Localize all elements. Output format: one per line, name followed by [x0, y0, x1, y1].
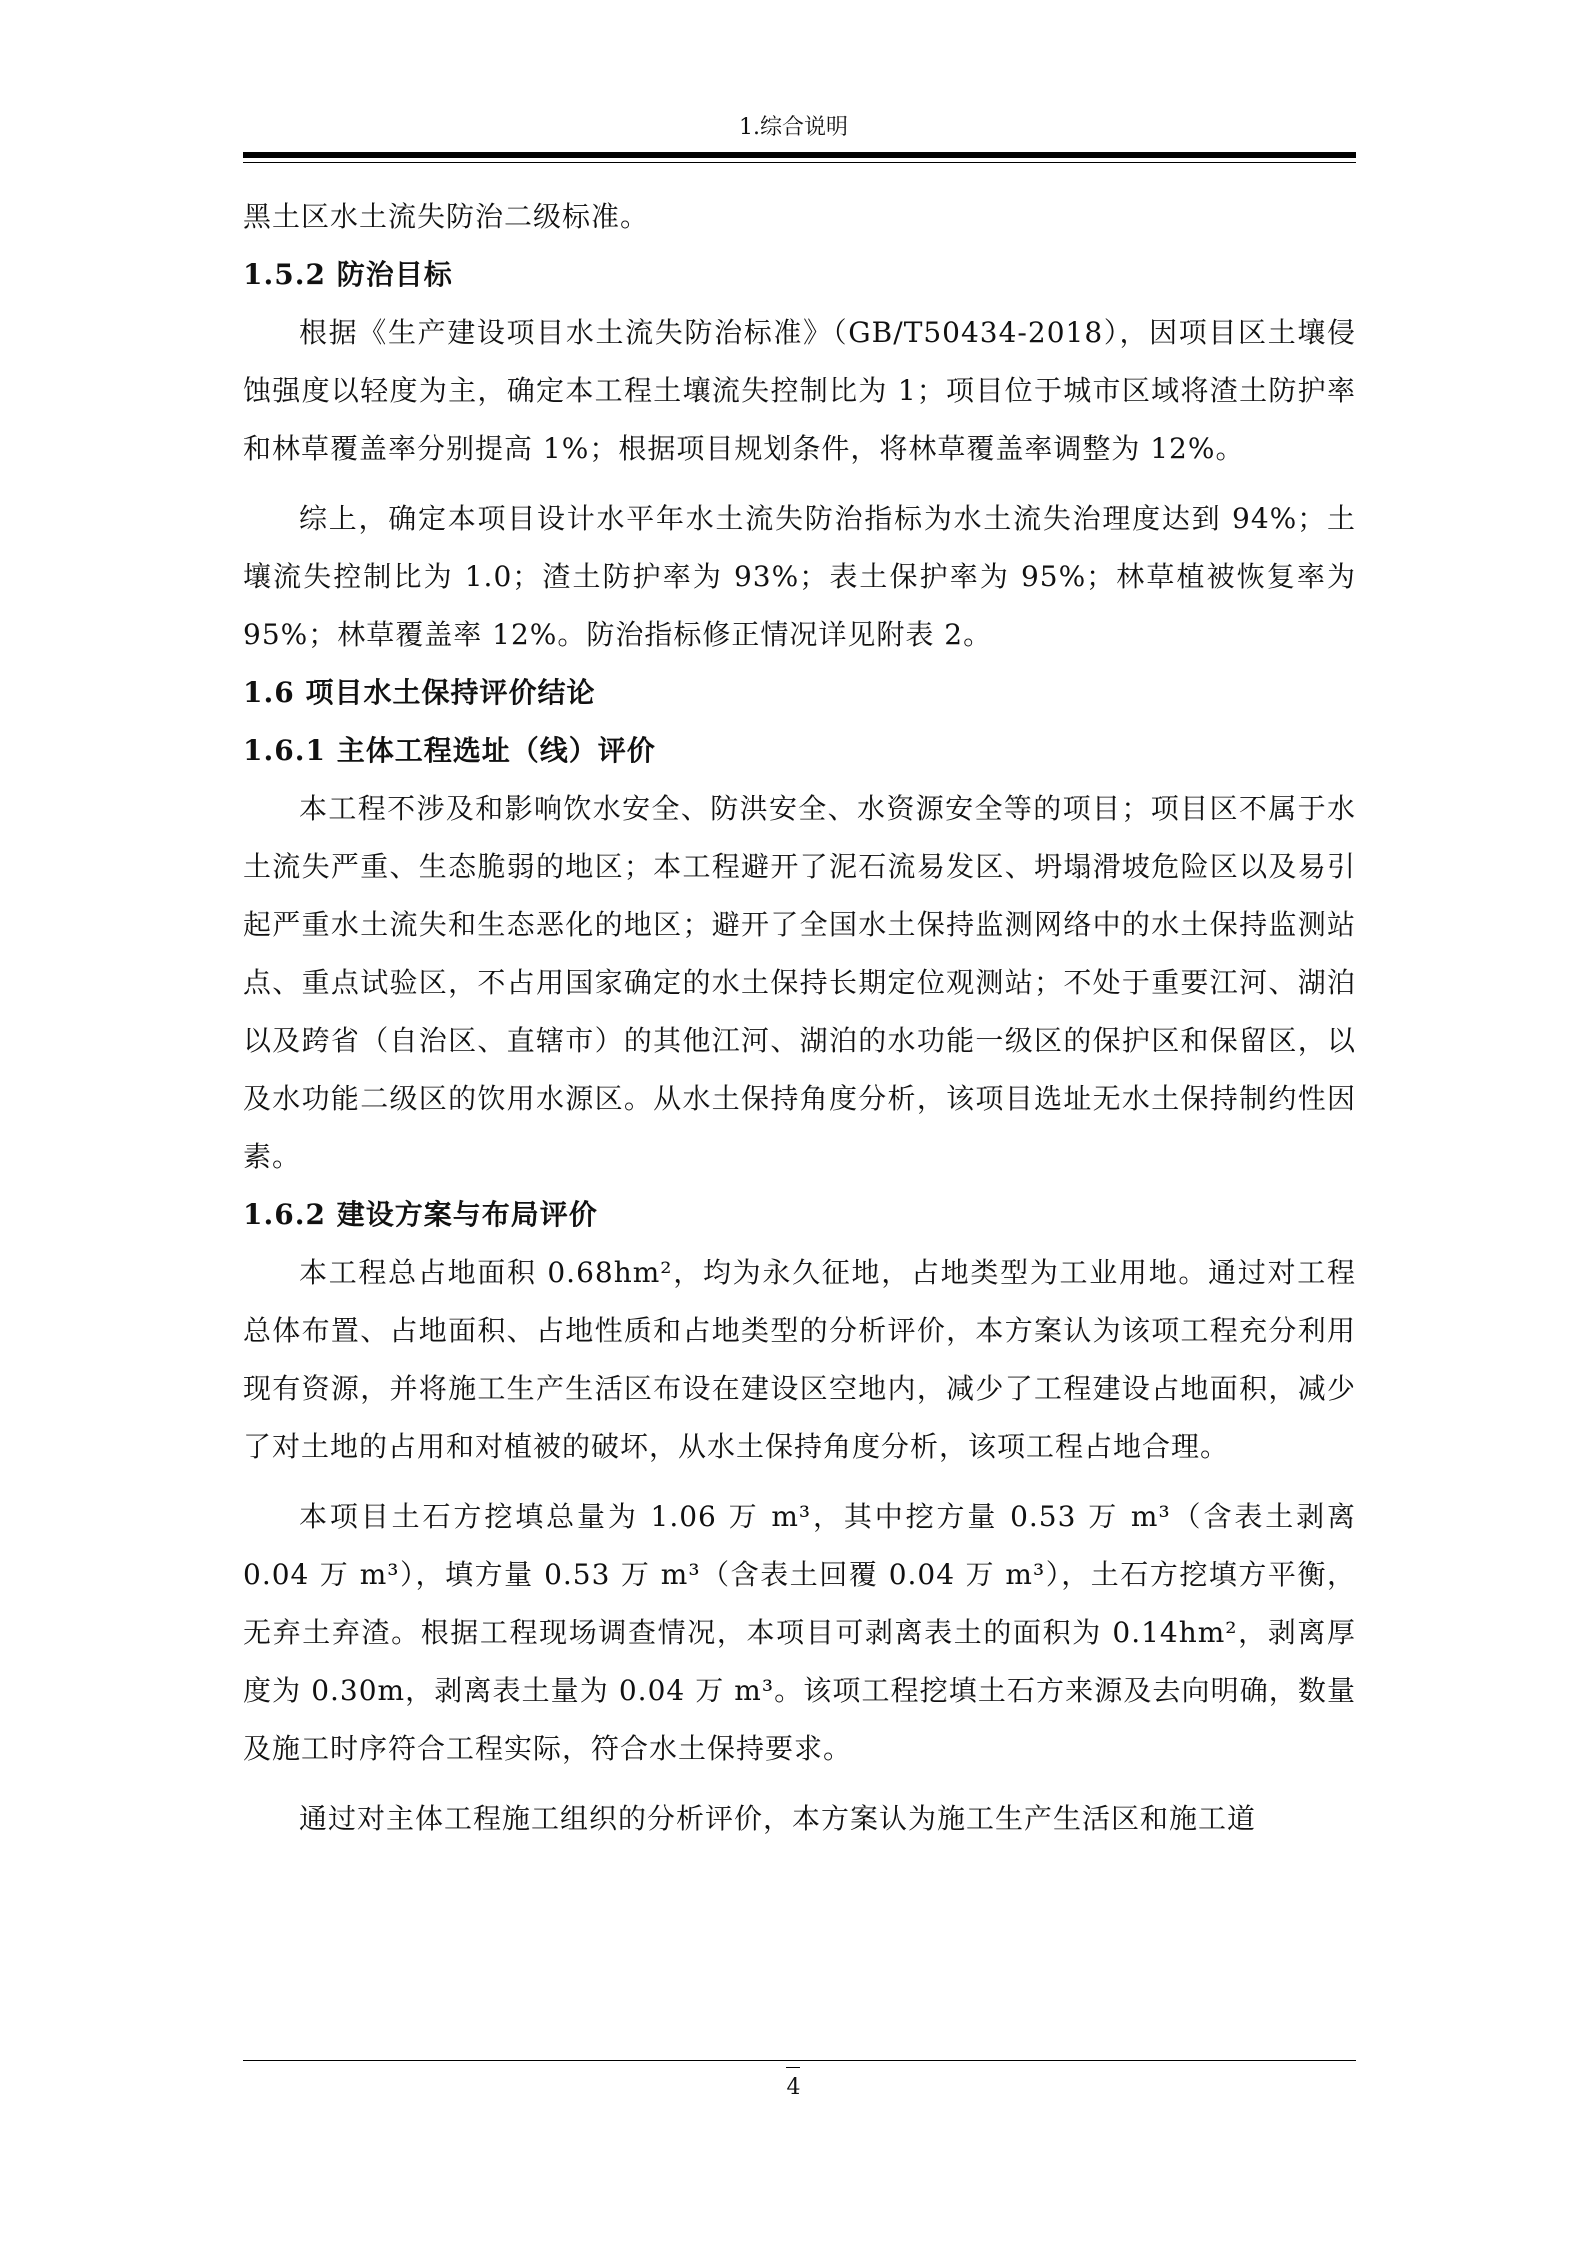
- paragraph: 根据《生产建设项目水土流失防治标准》（GB/T50434-2018），因项目区土壤侵蚀强度以轻度为主，确定本工程土壤流失控制比为 1；项目位于城市区域将渣土防护率和林草覆盖率分别提高 1%；根据项目规划条件，将林草覆盖率调整为 12%。: [243, 316, 1356, 465]
- section-heading: 1.6.1 主体工程选址（线）评价: [243, 734, 656, 767]
- header-rule-thick: [243, 152, 1356, 158]
- section-heading: 1.5.2 防治目标: [243, 258, 453, 291]
- footer-rule: [243, 2060, 1356, 2061]
- paragraph: 综上，确定本项目设计水平年水土流失防治指标为水土流失治理度达到 94%；土壤流失控制比为 1.0；渣土防护率为 93%；表土保护率为 95%；林草植被恢复率为 95%；林草覆盖率 12%。防治指标修正情况详见附表 2。: [243, 502, 1356, 651]
- page-number: 4: [786, 2075, 801, 2100]
- paragraph: 本项目土石方挖填总量为 1.06 万 m³，其中挖方量 0.53 万 m³（含表土剥离 0.04 万 m³），填方量 0.53 万 m³（含表土回覆 0.04 万 m³），土石方挖填方平衡，无弃土弃渣。根据工程现场调查情况，本项目可剥离表土的面积为 0.14hm²，剥离厚度为 0.30m，剥离表土量为 0.04 万 m³。该项工程挖填土石方来源及去向明确，数量及施工时序符合工程实际，符合水土保持要求。: [243, 1500, 1356, 1765]
- section-heading: 1.6 项目水土保持评价结论: [243, 676, 596, 709]
- header-rule-thin: [243, 162, 1356, 163]
- paragraph: 黑土区水土流失防治二级标准。: [243, 200, 650, 233]
- running-header-title: 1.综合说明: [739, 115, 848, 140]
- footer-dash: [786, 2067, 800, 2068]
- paragraph: 通过对主体工程施工组织的分析评价，本方案认为施工生产生活区和施工道: [299, 1802, 1257, 1835]
- paragraph: 本工程不涉及和影响饮水安全、防洪安全、水资源安全等的项目；项目区不属于水土流失严重、生态脆弱的地区；本工程避开了泥石流易发区、坍塌滑坡危险区以及易引起严重水土流失和生态恶化的地区；避开了全国水土保持监测网络中的水土保持监测站点、重点试验区，不占用国家确定的水土保持长期定位观测站；不处于重要江河、湖泊以及跨省（自治区、直辖市）的其他江河、湖泊的水功能一级区的保护区和保留区，以及水功能二级区的饮用水源区。从水土保持角度分析，该项目选址无水土保持制约性因素。: [243, 792, 1356, 1173]
- document-body: [243, 188, 1356, 1848]
- paragraph: 本工程总占地面积 0.68hm²，均为永久征地，占地类型为工业用地。通过对工程总体布置、占地面积、占地性质和占地类型的分析评价，本方案认为该项工程充分利用现有资源，并将施工生产生活区布设在建设区空地内，减少了工程建设占地面积，减少了对土地的占用和对植被的破坏，从水土保持角度分析，该项工程占地合理。: [243, 1256, 1356, 1463]
- section-heading: 1.6.2 建设方案与布局评价: [243, 1198, 598, 1231]
